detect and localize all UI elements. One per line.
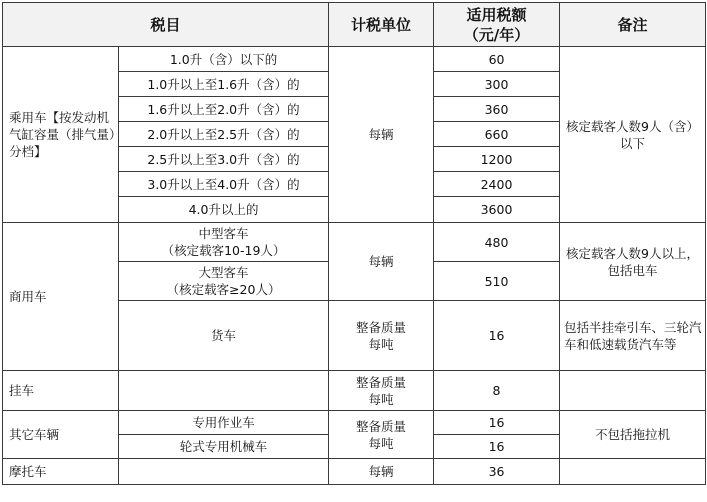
note-truck: 包括半挂牵引车、三轮汽车和低速载货汽车等 — [560, 301, 706, 371]
sub-item-empty — [119, 459, 329, 485]
category-commercial: 商用车 — [3, 223, 119, 371]
sub-item: 1.0升（含）以下的 — [119, 47, 329, 72]
amount: 8 — [434, 371, 560, 411]
unit-truck: 整备质量 每吨 — [329, 301, 434, 371]
sub-item: 大型客车 （核定载客≥20人） — [119, 262, 329, 301]
sub-item: 中型客车 （核定载客10-19人） — [119, 223, 329, 262]
unit-trailer: 整备质量 每吨 — [329, 371, 434, 411]
sub-item: 1.6升以上至2.0升（含）的 — [119, 97, 329, 122]
amount: 2400 — [434, 172, 560, 197]
unit-motorcycle: 每辆 — [329, 459, 434, 485]
note-other: 不包括拖拉机 — [560, 411, 706, 459]
amount: 300 — [434, 72, 560, 97]
note-empty — [560, 371, 706, 411]
unit-passenger: 每辆 — [329, 47, 434, 223]
amount: 480 — [434, 223, 560, 262]
category-motorcycle: 摩托车 — [3, 459, 119, 485]
category-trailer: 挂车 — [3, 371, 119, 411]
table-row — [3, 47, 706, 72]
amount: 60 — [434, 47, 560, 72]
sub-item: 2.5升以上至3.0升（含）的 — [119, 147, 329, 172]
amount: 16 — [434, 411, 560, 435]
sub-item: 3.0升以上至4.0升（含）的 — [119, 172, 329, 197]
amount: 510 — [434, 262, 560, 301]
header-amount: 适用税额 （元/年） — [434, 3, 560, 47]
amount: 36 — [434, 459, 560, 485]
unit-other: 整备质量 每吨 — [329, 411, 434, 459]
header-item: 税目 — [3, 3, 329, 47]
sub-item: 专用作业车 — [119, 411, 329, 435]
header-note: 备注 — [560, 3, 706, 47]
sub-item-empty — [119, 371, 329, 411]
tax-table — [2, 2, 706, 485]
header-row — [3, 3, 706, 47]
table-row — [3, 223, 706, 262]
table-row — [3, 459, 706, 485]
sub-item: 2.0升以上至2.5升（含）的 — [119, 122, 329, 147]
note-bus: 核定载客人数9人以上，包括电车 — [560, 223, 706, 301]
amount: 1200 — [434, 147, 560, 172]
table-row — [3, 371, 706, 411]
amount: 16 — [434, 301, 560, 371]
category-passenger: 乘用车【按发动机气缸容量（排气量）分档】 — [3, 47, 119, 223]
unit-bus: 每辆 — [329, 223, 434, 301]
amount: 360 — [434, 97, 560, 122]
amount: 3600 — [434, 197, 560, 223]
sub-item: 轮式专用机械车 — [119, 435, 329, 459]
amount: 660 — [434, 122, 560, 147]
table-row — [3, 411, 706, 435]
sub-item: 1.0升以上至1.6升（含）的 — [119, 72, 329, 97]
amount: 16 — [434, 435, 560, 459]
note-passenger: 核定载客人数9人（含）以下 — [560, 47, 706, 223]
sub-item: 4.0升以上的 — [119, 197, 329, 223]
note-empty — [560, 459, 706, 485]
category-other: 其它车辆 — [3, 411, 119, 459]
sub-item: 货车 — [119, 301, 329, 371]
header-unit: 计税单位 — [329, 3, 434, 47]
